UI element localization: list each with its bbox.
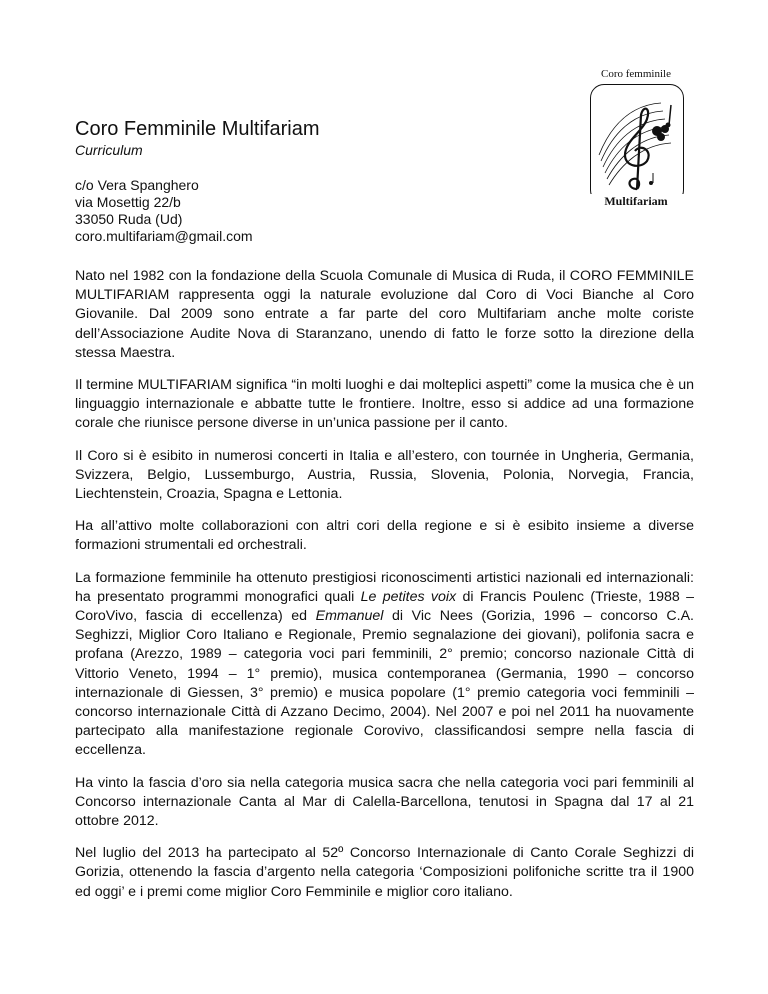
paragraph-history: Nato nel 1982 con la fondazione della Scuola Comunale di Musica di Ruda, il CORO FEMMINILE MULTIFARIAM rappresenta oggi la naturale evoluzione dal Coro di Voci Bianche al Coro Giovanile. Dal 2009 sono entrate a far parte del coro Multifariam anche molte coriste dell’Associazione Audite Nova di Staranzano, unendo di fatto le forze sotto la direzione della stessa Maestra.: [75, 268, 694, 361]
document-title: Coro Femminile Multifariam: [75, 118, 320, 140]
awards-title-2: Emmanuel: [315, 608, 384, 625]
paragraph-concerts: Il Coro si è esibito in numerosi concerti in Italia e all’estero, con tournée in Ungheria, Germania, Svizzera, Belgio, Lussemburgo, Austria, Russia, Slovenia, Polonia, Norvegia, Francia, Liechtenstein, Croazia, Spagna e Lettonia.: [75, 447, 694, 503]
address-line-2: via Mosettig 22/b: [75, 194, 181, 210]
paragraph-gold-band: Ha vinto la fascia d’oro sia nella categoria musica sacra che nella categoria voci pari femminili al Concorso internazionale Canta al Mar di Calella-Barcellona, tenutosi in Spagna dal 17 al 21 ottobre 2012.: [75, 774, 694, 830]
logo-bottom-text: Multifariam: [583, 194, 689, 209]
choir-logo: [583, 62, 689, 212]
document-body: [75, 267, 694, 915]
paragraph-name-meaning: Il termine MULTIFARIAM significa “in molti luoghi e dai molteplici aspetti” come la musica che è un linguaggio internazionale e abbatte tutte le frontiere. Inoltre, esso si addice ad una formazione corale che riunisce persone diverse in un’unica passione per il canto.: [75, 377, 694, 432]
paragraph-awards: [75, 569, 694, 761]
address-line-3: 33050 Ruda (Ud): [75, 211, 183, 227]
paragraph-seghizzi: Nel luglio del 2013 ha partecipato al 52º Concorso Internazionale di Canto Corale Seghizzi di Gorizia, ottenendo la fascia d’argento nella categoria ‘Composizioni polifoniche scritte tra il 1900 ed oggi’ e i premi come miglior Coro Femminile e miglior coro italiano.: [75, 845, 694, 900]
email-address[interactable]: coro.multifariam@gmail.com: [75, 228, 253, 244]
paragraph-collaborations: Ha all’attivo molte collaborazioni con altri cori della regione e si è esibito insieme a diverse formazioni strumentali ed orchestrali.: [75, 518, 694, 554]
awards-text-b: di Francis Poulenc (Trieste, 1988 – CoroVivo, fascia di eccellenza) ed: [75, 588, 694, 625]
awards-text-a: La formazione femminile ha ottenuto prestigiosi riconoscimenti artistici nazionali ed internazionali: ha presentato programmi monografici quali: [75, 569, 694, 605]
logo-top-text: Coro femminile: [601, 68, 671, 80]
document-subtitle: Curriculum: [75, 142, 143, 158]
address-line-1: c/o Vera Spanghero: [75, 177, 199, 193]
awards-title-1: Le petites voix: [360, 588, 457, 605]
awards-text-c: di Vic Nees (Gorizia, 1996 – concorso C.A. Seghizzi, Miglior Coro Italiano e Regionale, Premio segnalazione dei giovani), polifonia sacra e profana (Arezzo, 1989 – categoria voci pari femminili, 2° premio; concorso nazionale Città di Vittorio Veneto, 1994 – 1° premio), musica contemporanea (Germania, 1990 – concorso internazionale di Giessen, 3° premio) e musica popolare (1° premio categoria voci femminili – concorso internazionale Città di Azzano Decimo, 2004). Nel 2007 e poi nel 2011 ha nuovamente partecipato alla manifestazione regionale Corovivo, classificandosi sempre nella fascia di eccellenza.: [75, 608, 694, 759]
logo-frame: [590, 84, 684, 204]
contact-address: [75, 177, 253, 245]
treble-clef-icon: [591, 85, 683, 203]
